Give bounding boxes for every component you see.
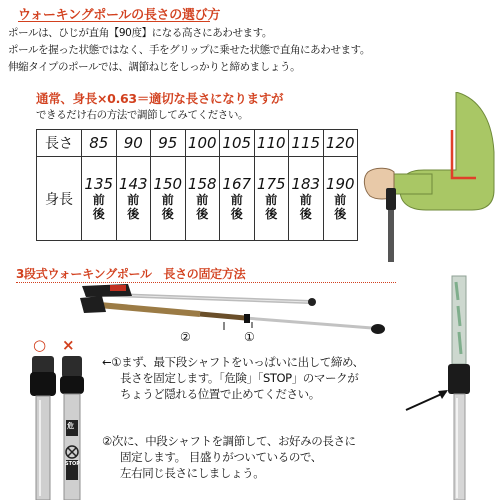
zen-label: 前 <box>299 193 312 207</box>
ng-mark: × <box>62 336 75 354</box>
go-label: 後 <box>265 207 278 221</box>
height-cell <box>151 157 186 241</box>
length-label: 長さ <box>37 130 82 157</box>
height-value: 135 <box>84 175 114 193</box>
danger-text: 危 <box>67 422 74 430</box>
height-value: 143 <box>118 175 148 193</box>
zen-label: 前 <box>161 193 174 207</box>
step2-line-1: ②次に、中段シャフトを調節して、お好みの長さに <box>102 434 356 448</box>
length-cell: 95 <box>151 130 186 157</box>
zen-label: 前 <box>265 193 278 207</box>
pole-tip <box>371 324 385 334</box>
ok-mark: ○ <box>33 336 47 354</box>
pole-lower-shaft <box>454 394 465 500</box>
height-value: 183 <box>291 175 321 193</box>
label-one: ① <box>244 330 255 344</box>
formula-note: できるだけ右の方法で調節してみてください。 <box>36 109 249 121</box>
section-title: 3段式ウォーキングポール 長さの固定方法 <box>16 267 246 281</box>
height-cell <box>82 157 117 241</box>
go-label: 後 <box>299 207 312 221</box>
height-cell <box>289 157 324 241</box>
pole-lower <box>80 296 385 334</box>
go-label: 後 <box>161 207 174 221</box>
height-row <box>37 157 358 241</box>
step1-line-2: 長さを固定します。「危険」「STOP」のマークが <box>120 371 359 385</box>
title-underline <box>18 21 210 22</box>
length-row <box>37 130 358 157</box>
step1-line-1: ←①まず、最下段シャフトをいっぱいに出して締め、 <box>102 355 364 369</box>
height-value: 175 <box>256 175 286 193</box>
size-table <box>36 129 358 241</box>
intro-line-1: ポールは、ひじが直角【90度】になる高さにあわせます。 <box>8 27 273 39</box>
label-two: ② <box>180 330 191 344</box>
go-label: 後 <box>334 207 347 221</box>
zen-label: 前 <box>230 193 243 207</box>
pole-shaft <box>388 210 394 262</box>
go-label: 後 <box>92 207 105 221</box>
zen-label: 前 <box>127 193 140 207</box>
height-value: 190 <box>325 175 355 193</box>
length-cell: 115 <box>289 130 324 157</box>
arm-illustration <box>360 92 500 262</box>
height-value: 158 <box>187 175 217 193</box>
pole-upper <box>82 284 316 306</box>
step2-line-3: 左右同じ長さにしましょう。 <box>120 466 265 480</box>
forearm <box>390 174 432 194</box>
pole-diagram <box>40 282 410 344</box>
pole-lock <box>448 364 470 394</box>
height-value: 150 <box>153 175 183 193</box>
stop-text: STOP <box>65 461 80 467</box>
zen-label: 前 <box>92 193 105 207</box>
length-cell: 110 <box>254 130 289 157</box>
length-cell: 85 <box>82 130 117 157</box>
shaft-correct <box>30 356 56 500</box>
page-title: ウォーキングポールの長さの選び方 <box>18 8 221 23</box>
height-label: 身長 <box>37 157 82 241</box>
step2-line-2: 固定します。 目盛りがついているので、 <box>120 450 322 464</box>
height-cell <box>116 157 151 241</box>
length-cell: 90 <box>116 130 151 157</box>
go-label: 後 <box>127 207 140 221</box>
zen-label: 前 <box>334 193 347 207</box>
height-cell <box>220 157 255 241</box>
formula-heading: 通常、身長×0.63＝適切な長さになりますが <box>36 91 284 106</box>
go-label: 後 <box>230 207 243 221</box>
height-cell <box>323 157 358 241</box>
height-cell <box>254 157 289 241</box>
zen-label: 前 <box>196 193 209 207</box>
lower-grip <box>80 296 106 313</box>
shaft-closeups <box>26 356 86 500</box>
length-cell: 120 <box>323 130 358 157</box>
pole-grip <box>386 188 396 210</box>
intro-line-3: 伸縮タイプのポールでは、調節ねじをしっかりと締めましょう。 <box>8 61 301 73</box>
length-cell: 105 <box>220 130 255 157</box>
go-label: 後 <box>196 207 209 221</box>
step1-line-3: ちょうど隠れる位置で止めてください。 <box>120 387 320 401</box>
vertical-pole <box>398 270 500 500</box>
height-cell <box>185 157 220 241</box>
height-value: 167 <box>222 175 252 193</box>
length-cell: 100 <box>185 130 220 157</box>
intro-line-2: ポールを握った状態ではなく、手をグリップに乗せた状態で直角にあわせます。 <box>8 44 370 56</box>
